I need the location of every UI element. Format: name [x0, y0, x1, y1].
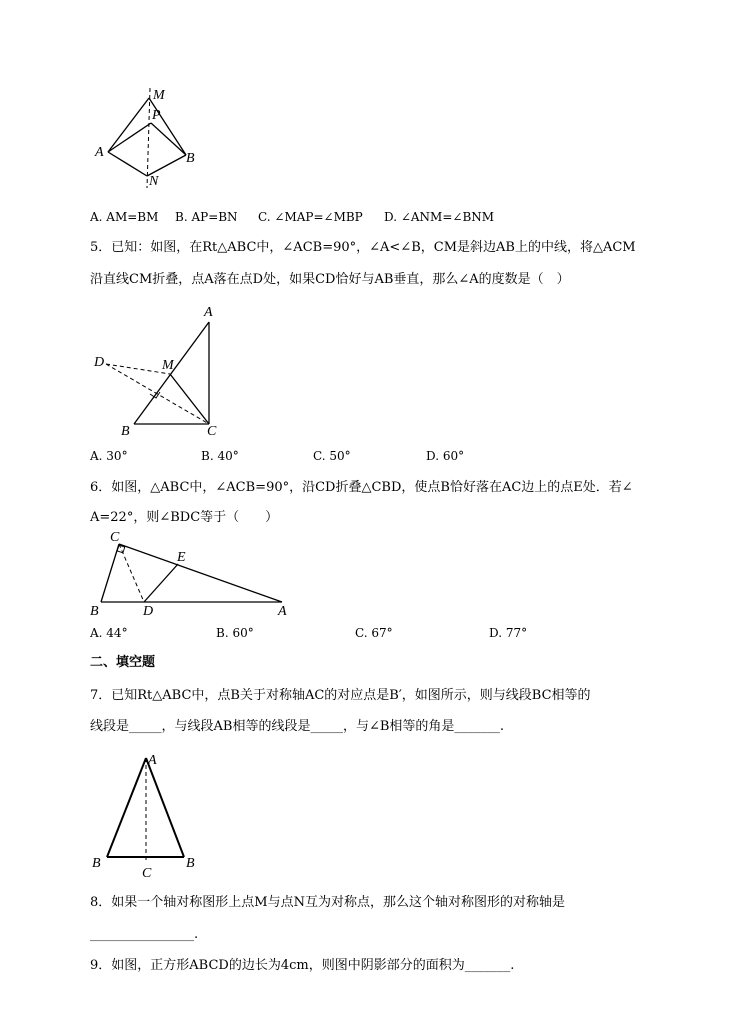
label-D: D: [143, 604, 154, 619]
q4-option-a: A. AM=BM: [90, 210, 159, 224]
q8-text-line1: 8．如果一个轴对称图形上点M与点N互为对称点，那么这个轴对称图形的对称轴是: [90, 895, 565, 910]
label-A: A: [204, 305, 213, 320]
q4-option-c: C. ∠MAP=∠MBP: [258, 210, 363, 224]
label-B-left: B: [92, 856, 101, 871]
q6-figure: [0, 525, 745, 620]
q4-figure: [0, 0, 745, 200]
q5-text-line2: 沿直线CM折叠，点A落在点D处，如果CD恰好与AB垂直，那么∠A的度数是（ ）: [90, 272, 570, 287]
label-M: M: [153, 88, 165, 103]
section-heading: 二、填空题: [90, 655, 156, 670]
q5-text-line1: 5．已知：如图，在Rt△ABC中，∠ACB=90°，∠A<∠B，CM是斜边AB上的中线，将△ACM: [90, 240, 636, 255]
q9-text-line1: 9．如图，正方形ABCD的边长为4cm，则图中阴影部分的面积为_______.: [90, 958, 515, 973]
q5-option-d: D. 60°: [426, 449, 465, 463]
label-C: C: [142, 866, 152, 881]
label-E: E: [177, 550, 186, 565]
label-C: C: [207, 424, 217, 439]
label-B-right: B: [186, 856, 195, 871]
label-A: A: [278, 604, 287, 619]
q4-option-d: D. ∠ANM=∠BNM: [384, 210, 495, 224]
label-B: B: [121, 424, 130, 439]
q8-answer-blank: ________________.: [90, 927, 199, 942]
label-N: N: [149, 174, 159, 189]
label-B: B: [186, 151, 195, 166]
q6-option-b: B. 60°: [216, 626, 254, 640]
q6-text-line2: A=22°，则∠BDC等于（ ）: [90, 510, 279, 525]
q5-option-b: B. 40°: [201, 449, 239, 463]
label-P: P: [152, 108, 161, 123]
q4-option-b: B. AP=BN: [175, 210, 238, 224]
q5-option-a: A. 30°: [90, 449, 128, 463]
q6-text-line1: 6．如图，△ABC中，∠ACB=90°，沿CD折叠△CBD，使点B恰好落在AC边上的点E处．若∠: [90, 480, 633, 495]
label-C: C: [110, 530, 120, 545]
label-A: A: [148, 753, 157, 768]
q7-text-line1: 7．已知Rt△ABC中，点B关于对称轴AC的对应点是B′，如图所示，则与线段BC相等的: [90, 688, 591, 703]
q5-option-c: C. 50°: [313, 449, 351, 463]
label-D: D: [94, 355, 105, 370]
q6-option-d: D. 77°: [489, 626, 528, 640]
label-M: M: [162, 358, 174, 373]
q7-figure: [0, 745, 745, 880]
q6-option-c: C. 67°: [355, 626, 393, 640]
q7-text-line2: 线段是_____，与线段AB相等的线段是_____，与∠B相等的角是_______.: [90, 719, 505, 734]
q5-figure: [0, 300, 745, 440]
q6-option-a: A. 44°: [90, 626, 128, 640]
label-A: A: [95, 145, 104, 160]
label-B: B: [90, 604, 99, 619]
